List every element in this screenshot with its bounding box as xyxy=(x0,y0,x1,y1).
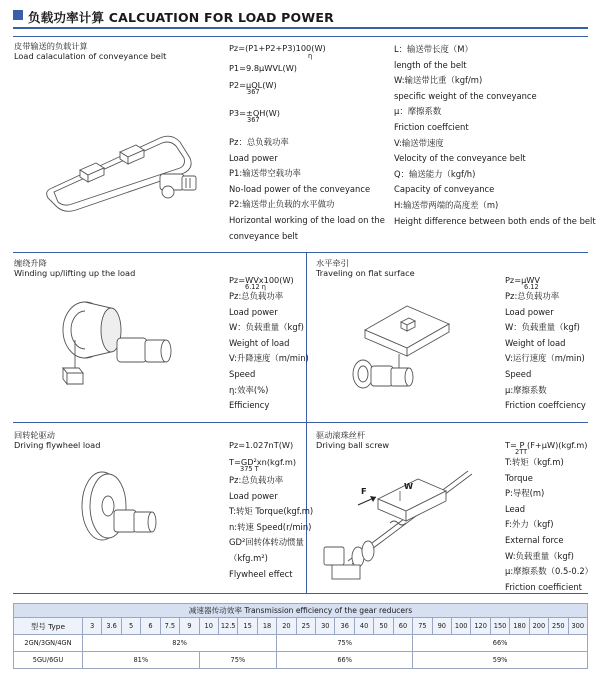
conveyor-formula-pz: Pz=(P1+P2+P3)100(W) xyxy=(229,43,326,53)
ratio-cell: 250 xyxy=(549,618,568,635)
legend-line: W:输送带比重（kgf/m) xyxy=(394,75,483,86)
ratio-cell: 15 xyxy=(238,618,257,635)
table-header-row xyxy=(14,618,588,635)
conveyor-formula-p3: P3=±QH(W) xyxy=(229,108,280,118)
section-divider-top xyxy=(13,36,588,37)
legend-line: specific weight of the conveyance xyxy=(394,90,537,101)
legend-line: Velocity of the conveyance belt xyxy=(394,153,526,164)
ball-screw-illustration xyxy=(318,465,478,585)
legend-line: length of the belt xyxy=(394,59,467,70)
legend-line: L：输送带长度（M） xyxy=(394,44,473,54)
legend-line: V:运行速度（m/min) xyxy=(505,353,585,364)
flywheel-title-cn: 回转轮驱动 xyxy=(14,430,55,440)
legend-line: Pz:总负载功率 xyxy=(505,291,560,301)
ratio-cell: 18 xyxy=(257,618,276,635)
ratio-cell: 36 xyxy=(335,618,354,635)
legend-line: Load power xyxy=(505,306,554,317)
legend-line: Speed xyxy=(229,368,256,379)
ratio-cell: 150 xyxy=(490,618,509,635)
legend-line: W:负载重量（kgf) xyxy=(505,550,574,561)
flywheel-formula-t: T=GD²xn(kgf.m) xyxy=(229,457,297,467)
legend-line: External force xyxy=(505,534,564,545)
legend-line: Friction coeffciency xyxy=(505,400,586,411)
ratio-cell: 3.6 xyxy=(102,618,121,635)
legend-line: Torque xyxy=(505,472,533,483)
legend-line: W：负载重量（kgf) xyxy=(229,322,304,333)
conveyor-formula-p2-denominator: 367 xyxy=(247,88,260,96)
legend-line: No-load power of the conveyance xyxy=(229,183,371,194)
legend-line: Friction coeffcient xyxy=(394,121,469,132)
flat-title-en: Traveling on flat surface xyxy=(316,268,415,278)
legend-line: conveyance belt xyxy=(229,230,299,241)
conveyor-title-cn: 皮带输送的负载计算 xyxy=(14,41,88,51)
ballscrew-legend xyxy=(505,455,593,595)
winding-legend xyxy=(229,289,309,414)
legend-line: Capacity of conveyance xyxy=(394,184,495,195)
legend-line: Weight of load xyxy=(229,337,290,348)
ratio-cell: 5 xyxy=(121,618,140,635)
legend-line: Friction coefficient xyxy=(505,581,582,592)
type-header: 型号 Type xyxy=(14,618,83,635)
model-cell: 5GU/6GU xyxy=(14,652,83,669)
efficiency-cell: 66% xyxy=(277,652,413,669)
flat-formula-denominator: 6.12 xyxy=(524,283,539,291)
winding-title-cn: 缠绕升降 xyxy=(14,258,47,268)
conveyor-title-en: Load calaculation of conveyance belt xyxy=(14,51,167,61)
legend-line: μ：摩擦系数 xyxy=(394,106,442,117)
legend-line: P1:输送带空载功率 xyxy=(229,168,301,179)
legend-line: T:转矩（kgf.m) xyxy=(505,457,564,467)
ratio-cell: 120 xyxy=(471,618,490,635)
table-row xyxy=(14,652,588,669)
efficiency-cell: 82% xyxy=(83,635,277,652)
legend-line: Efficiency xyxy=(229,400,270,411)
legend-line: Load power xyxy=(229,306,278,317)
ballscrew-formula-denominator: 2TT xyxy=(515,448,528,456)
ratio-cell: 20 xyxy=(277,618,296,635)
legend-line: H:输送带两端的高度差（m) xyxy=(394,199,499,210)
legend-line: Height difference between both ends of the belt xyxy=(394,215,596,226)
ratio-cell: 40 xyxy=(354,618,373,635)
ratio-cell: 60 xyxy=(393,618,412,635)
legend-line: （kfg.m²) xyxy=(229,552,268,563)
conveyor-legend-mid xyxy=(229,135,385,244)
flat-legend xyxy=(505,289,586,414)
ballscrew-weight-label: W xyxy=(404,481,414,491)
legend-line: Load power xyxy=(229,490,278,501)
legend-line: Horizontal working of the load on the xyxy=(229,214,385,225)
ratio-cell: 9 xyxy=(180,618,199,635)
legend-line: μ:摩擦系数（0.5-0.2） xyxy=(505,566,594,577)
ratio-cell: 12.5 xyxy=(218,618,237,635)
flywheel-legend xyxy=(229,473,313,582)
conveyor-formula-p2: P2=μQL(W) xyxy=(229,80,277,90)
legend-line: Q：输送能力（kgf/h) xyxy=(394,168,476,179)
legend-line: Pz:总负载功率 xyxy=(229,475,284,485)
efficiency-cell: 59% xyxy=(413,652,588,669)
efficiency-cell: 81% xyxy=(83,652,200,669)
legend-line: Pz:总负载功率 xyxy=(229,291,284,301)
conveyor-formula-pz-eta: η xyxy=(308,52,313,60)
ratio-cell: 180 xyxy=(510,618,529,635)
ratio-cell: 50 xyxy=(374,618,393,635)
efficiency-cell: 75% xyxy=(199,652,277,669)
legend-line: GD²回转体转动惯量 xyxy=(229,537,304,548)
legend-line: Pz：总负载功率 xyxy=(229,137,289,147)
flywheel-formula-pz: Pz=1.027nT(W) xyxy=(229,440,294,450)
legend-line: Speed xyxy=(505,368,532,379)
ratio-cell: 30 xyxy=(316,618,335,635)
legend-line: F:外力（kgf) xyxy=(505,519,554,530)
legend-line: V:输送带速度 xyxy=(394,137,444,148)
ratio-cell: 75 xyxy=(413,618,432,635)
ballscrew-formula: T= P (F+μW)(kgf.m) xyxy=(505,440,588,450)
section-divider-2 xyxy=(13,252,588,253)
winding-title-en: Winding up/lifting up the load xyxy=(14,268,136,278)
legend-line: μ:摩擦系数 xyxy=(505,384,547,395)
legend-line: P2:输送带止负载的水平做功 xyxy=(229,199,335,210)
ballscrew-force-label: F xyxy=(361,486,367,496)
flat-formula: Pz=μWV xyxy=(505,275,541,285)
ratio-cell: 300 xyxy=(568,618,587,635)
table-row xyxy=(14,635,588,652)
winding-formula-denominator: 6.12 η xyxy=(245,283,266,291)
model-cell: 2GN/3GN/4GN xyxy=(14,635,83,652)
ballscrew-title-cn: 驱动滚珠丝杆 xyxy=(316,430,366,440)
ratio-cell: 10 xyxy=(199,618,218,635)
legend-line: V:升降速度（m/min) xyxy=(229,353,309,364)
conveyor-legend-right xyxy=(394,42,596,229)
flywheel-illustration xyxy=(80,470,160,560)
legend-line: P:导程(m) xyxy=(505,488,545,499)
winding-formula: Pz=WVx100(W) xyxy=(229,275,294,285)
legend-line: Weight of load xyxy=(505,337,566,348)
ratio-cell: 100 xyxy=(452,618,471,635)
ratio-cell: 3 xyxy=(83,618,102,635)
section-divider-4 xyxy=(13,593,588,594)
conveyor-formula-p1: P1=9.8μWVL(W) xyxy=(229,63,297,73)
efficiency-cell: 75% xyxy=(277,635,413,652)
ratio-cell: 7.5 xyxy=(160,618,179,635)
winding-drum-illustration xyxy=(55,300,175,395)
flat-travel-illustration xyxy=(345,292,460,407)
efficiency-cell: 66% xyxy=(413,635,588,652)
legend-line: n:转速 Speed(r/min) xyxy=(229,521,312,532)
legend-line: η:效率(%) xyxy=(229,384,269,395)
legend-line: T:转矩 Torque(kgf.m) xyxy=(229,506,314,517)
page-title: 负载功率计算 CALCUATION FOR LOAD POWER xyxy=(28,10,334,25)
header-marker xyxy=(13,10,23,20)
table-title: 减速器传动效率 Transmission efficiency of the gear reducers xyxy=(14,604,588,618)
ratio-cell: 200 xyxy=(529,618,548,635)
legend-line: Load power xyxy=(229,152,278,163)
flywheel-title-en: Driving flywheel load xyxy=(14,440,101,450)
ratio-cell: 6 xyxy=(141,618,160,635)
flywheel-formula-t-denominator: 375 T xyxy=(240,465,259,473)
conveyor-belt-illustration xyxy=(40,118,215,213)
conveyor-formula-p3-denominator: 367 xyxy=(247,116,260,124)
ratio-cell: 25 xyxy=(296,618,315,635)
flat-title-cn: 水平牵引 xyxy=(316,258,349,268)
legend-line: Flywheel effect xyxy=(229,568,293,579)
ballscrew-title-en: Driving ball screw xyxy=(316,440,390,450)
page-header xyxy=(0,0,600,30)
legend-line: Lead xyxy=(505,503,526,514)
header-rule xyxy=(13,27,588,29)
ratio-cell: 90 xyxy=(432,618,451,635)
legend-line: W：负载重量（kgf) xyxy=(505,322,580,333)
section-divider-3 xyxy=(13,422,588,423)
efficiency-table xyxy=(13,603,588,669)
